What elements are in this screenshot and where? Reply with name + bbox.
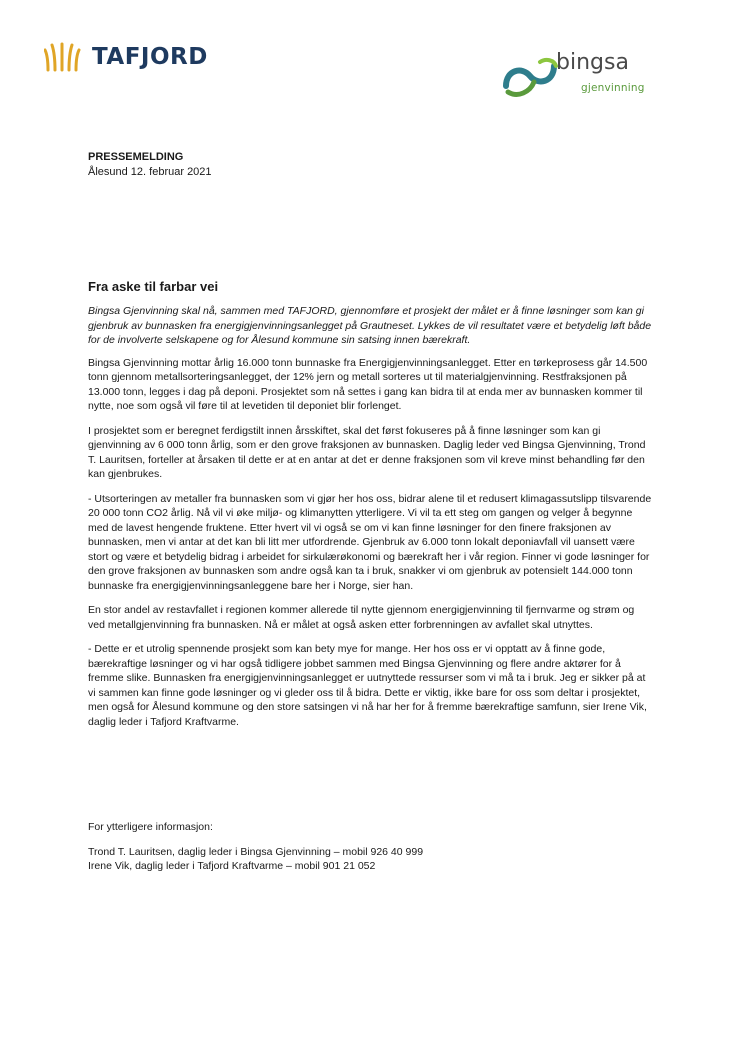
tafjord-logo bbox=[44, 42, 208, 72]
tafjord-wheat-icon bbox=[44, 42, 86, 72]
article-body bbox=[88, 304, 654, 739]
contact-line: Trond T. Lauritsen, daglig leder i Bingsa Gjenvinning – mobil 926 40 999 bbox=[88, 845, 424, 858]
article-title: Fra aske til farbar vei bbox=[88, 279, 219, 294]
press-meta bbox=[88, 150, 658, 180]
bingsa-logo bbox=[500, 50, 660, 104]
article-paragraph: Bingsa Gjenvinning mottar årlig 16.000 tonn bunnaske fra Energigjenvinningsanlegget. Etter en tørkeprosess går 14.500 tonn gjennom metallsorteringsanlegget, der 12% jern og metall sorteres ut til materialgjenvinning. Restfraksjonen på 13.000 tonn, legges i dag på deponi. Prosjektet som nå settes i gang kan bidra til at enda mer av bunnasken kommer til nytte, noe som også vil føre til at levetiden til deponiet blir forlenget. bbox=[88, 356, 648, 412]
bingsa-logo-text: bingsa bbox=[556, 50, 629, 75]
bingsa-swirl-icon bbox=[500, 52, 560, 102]
article-paragraph: I prosjektet som er beregnet ferdigstilt innen årsskiftet, skal det først fokuseres på å finne løsninger som kan gi gjenvinning av 6 000 tonn årlig, som er den grove fraksjonen av bunnasken. Daglig leder ved Bingsa Gjenvinning, Trond T. Lauritsen, forteller at årsaken til dette er at en antar at det er denne fraksjonen som vil kreve minst behandling før den kan gjenbrukes. bbox=[88, 424, 646, 480]
document-label: PRESSEMELDING bbox=[88, 151, 184, 163]
document-date: Ålesund 12. februar 2021 bbox=[88, 166, 212, 178]
contact-heading: For ytterligere informasjon: bbox=[88, 821, 213, 833]
article-paragraph: En stor andel av restavfallet i regionen kommer allerede til nytte gjennom energigjenvinning til fjernvarme og strøm og ved metallgjenvinning fra bunnasken. Nå er målet at også asken etter forbrenningen av avfallet skal utnyttes. bbox=[88, 604, 635, 631]
contact-section bbox=[88, 820, 654, 874]
article-paragraph: - Dette er et utrolig spennende prosjekt som kan bety mye for mange. Her hos oss er vi opptatt av å finne gode, bærekraftige løsninger og vi har også tidligere jobbet sammen med Bingsa Gjenvinning og flere andre aktører for å fremme slike. Bunnasken fra energigjenvinningsanlegget er uutnyttede ressurser som vi må ta i bruk. Jeg er sikker på at vi sammen kan finne gode løsninger og vi gleder oss til å bidra. Dette er viktig, ikke bare for oss som deltar i prosjektet, men også for Ålesund kommune og den store satsingen vi nå har her for å fremme bærekraftige samfunn, sier Irene Vik, daglig leder i Tafjord Kraftvarme. bbox=[88, 643, 647, 728]
bingsa-logo-subtext: gjenvinning bbox=[581, 82, 645, 94]
article-paragraph: - Utsorteringen av metaller fra bunnasken som vi gjør her hos oss, bidrar alene til et redusert klimagassutslipp tilsvarende 20 000 tonn CO2 årlig. Nå vil vi øke miljø- og klimanytten ytterligere. Vi vil ta ett steg om gangen og velger å begynne med de lavest hengende fruktene. Etter hvert vil vi også se om vi kan finne løsninger for den finere fraksjonen av bunnasken, men vi antar at det kan bli litt mer utfordrende. Gjenbruk av 6.000 tonn lokalt deponiavfall vil uansett være stort og være et betydelig bidrag i arbeidet for sirkulærøkonomi og bærekraft her i vår region. Finner vi gode løsninger for den grove fraksjonen av bunnasken som andre også kan ta i bruk, snakker vi om gjenbruk av potensielt 144.000 tonn bunnaske fra energigjenvinningsanleggene bare her i Norge, sier han. bbox=[88, 492, 652, 592]
contact-line: Irene Vik, daglig leder i Tafjord Kraftvarme – mobil 901 21 052 bbox=[88, 860, 376, 872]
article-lead: Bingsa Gjenvinning skal nå, sammen med TAFJORD, gjennomføre et prosjekt der målet er å finne løsninger som kan gi gjenbruk av bunnasken fra energigjenvinningsanlegget på Grautneset. Lykkes de vil resultatet være et betydelig løft både for de involverte selskapene og for Ålesund kommune sin satsing innen bærekraft. bbox=[88, 305, 652, 346]
tafjord-logo-text: TAFJORD bbox=[92, 43, 208, 70]
